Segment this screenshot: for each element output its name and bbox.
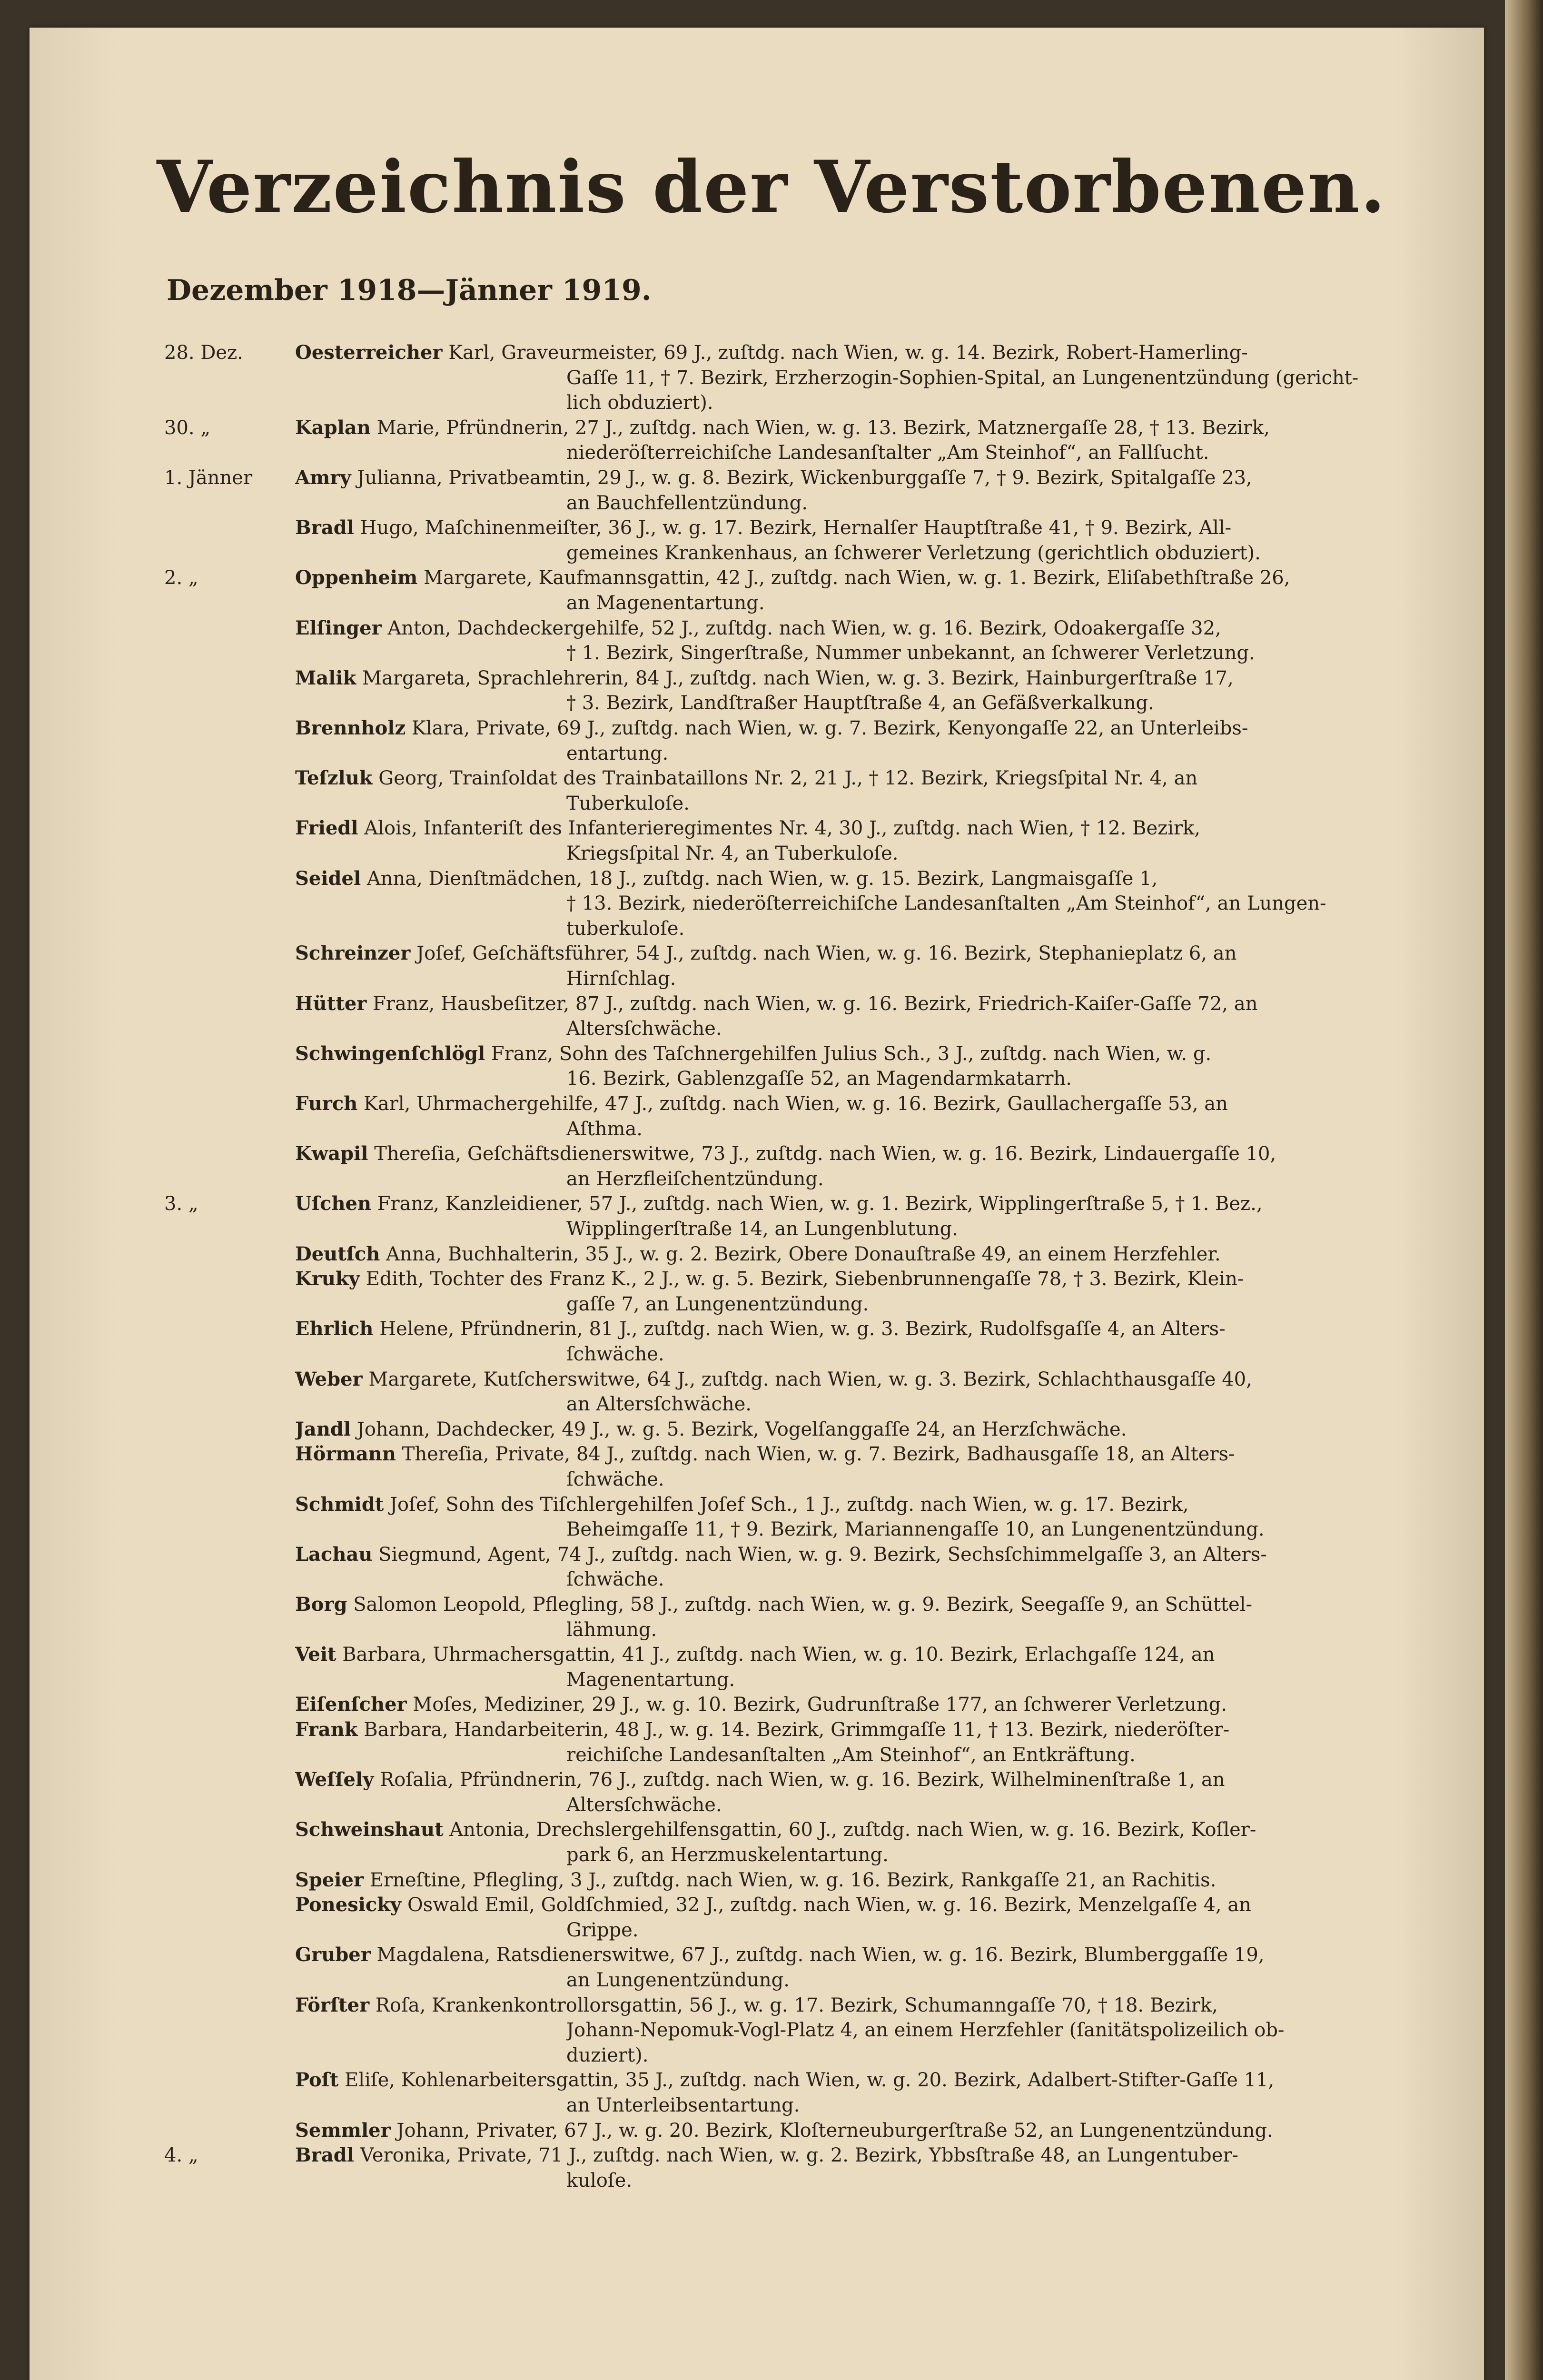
entry-continuation-line: † 1. Bezirk, Singerſtraße, Nummer unbekannt, an ſchwerer Verletzung.	[566, 642, 1255, 664]
entry-first-line: Seidel Anna, Dienſtmädchen, 18 J., zuſtdg. nach Wien, w. g. 15. Bezirk, Langmaisgaſſe 1,	[295, 867, 1158, 890]
deceased-surname: Schwingenſchlögl	[295, 1042, 485, 1065]
entry-continuation-line: gemeines Krankenhaus, an ſchwerer Verletzung (gerichtlich obduziert).	[566, 542, 1261, 564]
entry-continuation-line: Kriegsſpital Nr. 4, an Tuberkuloſe.	[566, 843, 899, 864]
entry-first-line: Poſt Eliſe, Kohlenarbeitersgattin, 35 J., zuſtdg. nach Wien, w. g. 20. Bezirk, Adalbert-Stifter-Gaſſe 11,	[295, 2069, 1275, 2092]
entry-first-line: Kruky Edith, Tochter des Franz K., 2 J., w. g. 5. Bezirk, Siebenbrunnengaſſe 78, † 3. Bezirk, Klein-	[295, 1268, 1244, 1290]
entry-first-line: Eiſenſcher Moſes, Mediziner, 29 J., w. g. 10. Bezirk, Gudrunſtraße 177, an ſchwerer Verletzung.	[295, 1693, 1227, 1716]
entry-continuation-line: lähmung.	[566, 1618, 657, 1641]
deceased-surname: Brennholz	[295, 717, 406, 739]
entry-first-line: Frank Barbara, Handarbeiterin, 48 J., w. g. 14. Bezirk, Grimmgaſſe 11, † 13. Bezirk, niederöſter-	[295, 1718, 1230, 1741]
deceased-surname: Kruky	[295, 1268, 360, 1290]
deceased-surname: Schreinzer	[295, 942, 411, 965]
deceased-surname: Eiſenſcher	[295, 1693, 407, 1716]
entry-continuation-line: 16. Bezirk, Gablenzgaſſe 52, an Magendarmkatarrh.	[566, 1068, 1072, 1090]
entry-continuation-line: Grippe.	[566, 1919, 639, 1941]
deceased-surname: Veit	[295, 1643, 336, 1666]
deceased-surname: Weſſely	[295, 1768, 374, 1791]
deceased-surname: Ponesicky	[295, 1894, 402, 1916]
deceased-surname: Malik	[295, 666, 356, 689]
entry-continuation-line: tuberkuloſe.	[566, 917, 685, 940]
entry-continuation-line: an Unterleibsentartung.	[566, 2094, 800, 2116]
entry-first-line: Amry Julianna, Privatbeamtin, 29 J., w. g. 8. Bezirk, Wickenburggaſſe 7, † 9. Bezirk, Spitalgaſſe 23,	[295, 466, 1252, 489]
deceased-surname: Schweinshaut	[295, 1818, 444, 1841]
deceased-surname: Poſt	[295, 2069, 339, 2092]
entry-continuation-line: niederöſterreichiſche Landesanſtalter „Am Steinhof“, an Fallſucht.	[566, 442, 1209, 464]
entry-first-line: Brennholz Klara, Private, 69 J., zuſtdg. nach Wien, w. g. 7. Bezirk, Kenyongaſſe 22, an Unterleibs-	[295, 717, 1248, 739]
entry-date: 3. „	[164, 1193, 198, 1215]
entry-continuation-line: Gaſſe 11, † 7. Bezirk, Erzherzogin-Sophien-Spital, an Lungenentzündung (gericht-	[566, 367, 1359, 389]
deceased-surname: Hütter	[295, 992, 367, 1015]
entry-first-line: Uſchen Franz, Kanzleidiener, 57 J., zuſtdg. nach Wien, w. g. 1. Bezirk, Wipplingerſtraße 5, † 1. Bez.,	[295, 1192, 1263, 1215]
entry-continuation-line: Beheimgaſſe 11, † 9. Bezirk, Mariannengaſſe 10, an Lungenentzündung.	[566, 1518, 1265, 1541]
entry-first-line: Kwapil Thereſia, Geſchäftsdienerswitwe, 73 J., zuſtdg. nach Wien, w. g. 16. Bezirk, Lindauergaſſe 10,	[295, 1142, 1276, 1165]
entry-date: 30. „	[164, 416, 211, 439]
entry-continuation-line: entartung.	[566, 742, 669, 764]
deceased-surname: Weber	[295, 1368, 363, 1390]
deceased-surname: Speier	[295, 1868, 364, 1891]
entry-first-line: Schmidt Joſef, Sohn des Tiſchlergehilfen Joſef Sch., 1 J., zuſtdg. nach Wien, w. g. 17. Bezirk,	[295, 1493, 1189, 1516]
entry-continuation-line: ſchwäche.	[566, 1568, 664, 1591]
entry-first-line: Schwingenſchlögl Franz, Sohn des Taſchnergehilfen Julius Sch., 3 J., zuſtdg. nach Wien, w. g.	[295, 1042, 1212, 1065]
entry-date: 1. Jänner	[164, 467, 253, 489]
entry-first-line: Gruber Magdalena, Ratsdienerswitwe, 67 J., zuſtdg. nach Wien, w. g. 16. Bezirk, Blumberggaſſe 19,	[295, 1944, 1265, 1966]
deceased-surname: Förſter	[295, 1993, 370, 2016]
entry-first-line: Teſzluk Georg, Trainſoldat des Trainbataillons Nr. 2, 21 J., † 12. Bezirk, Kriegsſpital Nr. 4, an	[295, 767, 1198, 790]
deceased-surname: Teſzluk	[295, 767, 373, 790]
entry-first-line: Ehrlich Helene, Pfründnerin, 81 J., zuſtdg. nach Wien, w. g. 3. Bezirk, Rudolfsgaſſe 4, an Alters-	[295, 1318, 1226, 1340]
deceased-surname: Kaplan	[295, 416, 371, 439]
entry-first-line: Lachau Siegmund, Agent, 74 J., zuſtdg. nach Wien, w. g. 9. Bezirk, Sechsſchimmelgaſſe 3, an Alters-	[295, 1543, 1267, 1566]
entry-continuation-line: an Bauchfellentzündung.	[566, 492, 808, 514]
entry-continuation-line: Hirnſchlag.	[566, 968, 676, 990]
entry-continuation-line: ſchwäche.	[566, 1468, 664, 1490]
entry-first-line: Weſſely Roſalia, Pfründnerin, 76 J., zuſtdg. nach Wien, w. g. 16. Bezirk, Wilhelminenſtraße 1, an	[295, 1768, 1225, 1791]
entry-first-line: Elſinger Anton, Dachdeckergehilfe, 52 J., zuſtdg. nach Wien, w. g. 16. Bezirk, Odoakergaſſe 32,	[295, 616, 1221, 639]
deceased-surname: Bradl	[295, 2144, 354, 2167]
entry-date: 2. „	[164, 567, 198, 589]
entry-continuation-line: an Magenentartung.	[566, 592, 765, 614]
entry-first-line: Hütter Franz, Hausbeſitzer, 87 J., zuſtdg. nach Wien, w. g. 16. Bezirk, Friedrich-Kaiſer-Gaſſe 72, an	[295, 992, 1258, 1015]
entry-first-line: Bradl Veronika, Private, 71 J., zuſtdg. nach Wien, w. g. 2. Bezirk, Ybbsſtraße 48, an Lungentuber-	[295, 2144, 1239, 2167]
entry-continuation-line: Aſthma.	[566, 1118, 643, 1140]
entry-continuation-line: † 3. Bezirk, Landſtraßer Hauptſtraße 4, an Gefäßverkalkung.	[566, 692, 1154, 714]
entry-first-line: Schweinshaut Antonia, Drechslergehilfensgattin, 60 J., zuſtdg. nach Wien, w. g. 16. Bezirk, Koſler-	[295, 1818, 1256, 1841]
entry-continuation-line: Altersſchwäche.	[566, 1794, 722, 1816]
deceased-surname: Deutſch	[295, 1242, 380, 1265]
entry-first-line: Malik Margareta, Sprachlehrerin, 84 J., zuſtdg. nach Wien, w. g. 3. Bezirk, Hainburgerſtraße 17,	[295, 666, 1234, 689]
entry-first-line: Ponesicky Oswald Emil, Goldſchmied, 32 J., zuſtdg. nach Wien, w. g. 16. Bezirk, Menzelgaſſe 4, an	[295, 1894, 1251, 1916]
deceased-surname: Gruber	[295, 1944, 371, 1966]
entry-continuation-line: park 6, an Herzmuskelentartung.	[566, 1844, 889, 1866]
entry-first-line: Kaplan Marie, Pfründnerin, 27 J., zuſtdg. nach Wien, w. g. 13. Bezirk, Matznergaſſe 28, † 13. Bezirk,	[295, 416, 1270, 439]
deceased-surname: Frank	[295, 1718, 358, 1741]
entry-first-line: Deutſch Anna, Buchhalterin, 35 J., w. g. 2. Bezirk, Obere Donauſtraße 49, an einem Herzfehler.	[295, 1242, 1221, 1265]
deceased-surname: Ehrlich	[295, 1318, 374, 1340]
entry-continuation-line: gaſſe 7, an Lungenentzündung.	[566, 1293, 869, 1315]
book-edge	[1505, 0, 1543, 2380]
entry-first-line: Speier Erneſtine, Pflegling, 3 J., zuſtdg. nach Wien, w. g. 16. Bezirk, Rankgaſſe 21, an Rachitis.	[295, 1868, 1217, 1891]
deceased-surname: Elſinger	[295, 616, 382, 639]
deceased-surname: Friedl	[295, 817, 358, 840]
entry-first-line: Hörmann Thereſia, Private, 84 J., zuſtdg. nach Wien, w. g. 7. Bezirk, Badhausgaſſe 18, an Alters-	[295, 1443, 1235, 1466]
entry-first-line: Oesterreicher Karl, Graveurmeister, 69 J., zuſtdg. nach Wien, w. g. 14. Bezirk, Robert-Hamerling-	[295, 341, 1248, 364]
deceased-surname: Amry	[295, 466, 351, 489]
entry-continuation-line: an Altersſchwäche.	[566, 1393, 752, 1416]
entry-continuation-line: Tuberkuloſe.	[566, 792, 690, 814]
deceased-surname: Bradl	[295, 516, 354, 539]
deceased-surname: Hörmann	[295, 1443, 396, 1466]
entry-first-line: Weber Margarete, Kutſcherswitwe, 64 J., zuſtdg. nach Wien, w. g. 3. Bezirk, Schlachthausgaſſe 40,	[295, 1368, 1252, 1390]
entry-continuation-line: Wipplingerſtraße 14, an Lungenblutung.	[566, 1218, 958, 1240]
entry-continuation-line: ſchwäche.	[566, 1343, 664, 1365]
entry-first-line: Jandl Johann, Dachdecker, 49 J., w. g. 5. Bezirk, Vogelſanggaſſe 24, an Herzſchwäche.	[295, 1418, 1127, 1440]
deceased-surname: Borg	[295, 1593, 347, 1616]
entry-date: 28. Dez.	[164, 342, 243, 364]
entry-continuation-line: an Lungenentzündung.	[566, 1969, 790, 1991]
deceased-surname: Oesterreicher	[295, 341, 443, 364]
entry-continuation-line: reichiſche Landesanſtalten „Am Steinhof“, an Entkräftung.	[566, 1744, 1136, 1766]
deceased-surname: Seidel	[295, 867, 361, 890]
entry-first-line: Bradl Hugo, Maſchinenmeiſter, 36 J., w. g. 17. Bezirk, Hernalſer Hauptſtraße 41, † 9. Bezirk, All-	[295, 516, 1232, 539]
deceased-surname: Kwapil	[295, 1142, 368, 1165]
deceased-surname: Uſchen	[295, 1192, 372, 1215]
deceased-surname: Schmidt	[295, 1493, 384, 1516]
entry-continuation-line: lich obduziert).	[566, 392, 713, 414]
deceased-surname: Oppenheim	[295, 566, 418, 589]
entry-first-line: Veit Barbara, Uhrmachersgattin, 41 J., zuſtdg. nach Wien, w. g. 10. Bezirk, Erlachgaſſe 124, an	[295, 1643, 1215, 1666]
entry-continuation-line: Magenentartung.	[566, 1668, 735, 1691]
entry-first-line: Schreinzer Joſef, Geſchäftsführer, 54 J., zuſtdg. nach Wien, w. g. 16. Bezirk, Stephanieplatz 6, an	[295, 942, 1237, 965]
deceased-surname: Semmler	[295, 2119, 391, 2142]
entry-continuation-line: † 13. Bezirk, niederöſterreichiſche Landesanſtalten „Am Steinhof“, an Lungen-	[566, 892, 1326, 915]
deceased-surname: Lachau	[295, 1543, 373, 1566]
entry-date: 4. „	[164, 2144, 198, 2167]
period-heading: Dezember 1918—Jänner 1919.	[167, 274, 652, 307]
entry-continuation-line: duziert).	[566, 2044, 649, 2066]
deceased-surname: Furch	[295, 1092, 358, 1115]
page-title: Verzeichnis der Verstorbenen.	[157, 145, 1386, 229]
entry-first-line: Förſter Roſa, Krankenkontrollorsgattin, 56 J., w. g. 17. Bezirk, Schumanngaſſe 70, † 18. Bezirk,	[295, 1993, 1218, 2016]
entry-first-line: Furch Karl, Uhrmachergehilfe, 47 J., zuſtdg. nach Wien, w. g. 16. Bezirk, Gaullachergaſſe 53, an	[295, 1092, 1228, 1115]
deceased-surname: Jandl	[295, 1418, 351, 1440]
entry-continuation-line: an Herzfleiſchentzündung.	[566, 1168, 824, 1190]
entry-continuation-line: Altersſchwäche.	[566, 1018, 722, 1040]
entry-first-line: Borg Salomon Leopold, Pflegling, 58 J., zuſtdg. nach Wien, w. g. 9. Bezirk, Seegaſſe 9, an Schüttel-	[295, 1593, 1252, 1616]
entry-first-line: Oppenheim Margarete, Kaufmannsgattin, 42 J., zuſtdg. nach Wien, w. g. 1. Bezirk, Eliſabethſtraße 26,	[295, 566, 1290, 589]
entry-first-line: Friedl Alois, Infanteriſt des Infanterieregimentes Nr. 4, 30 J., zuſtdg. nach Wien, † 12. Bezirk,	[295, 817, 1201, 840]
entry-continuation-line: Johann-Nepomuk-Vogl-Platz 4, an einem Herzfehler (ſanitätspolizeilich ob-	[566, 2019, 1285, 2042]
entry-continuation-line: kuloſe.	[566, 2169, 633, 2192]
entry-first-line: Semmler Johann, Privater, 67 J., w. g. 20. Bezirk, Kloſterneuburgerſtraße 52, an Lungenentzündung.	[295, 2119, 1273, 2142]
